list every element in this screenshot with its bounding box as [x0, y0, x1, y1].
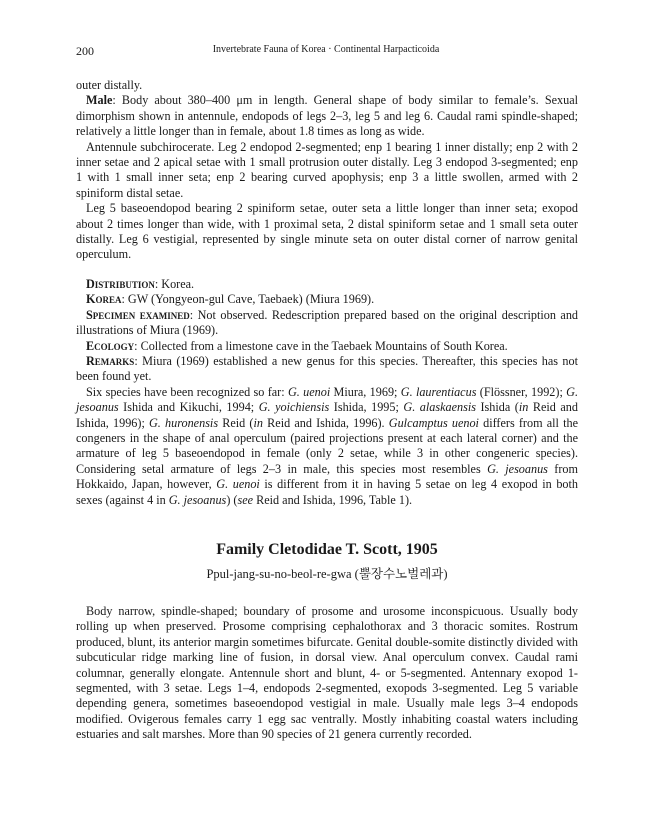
text-run: is different from it in having 5 setae on leg 4 exopod in both sexes (against 4 in: [76, 477, 578, 507]
page-number: 200: [76, 44, 94, 58]
family-description: [76, 604, 578, 743]
ecology-paragraph: [76, 339, 578, 354]
text-run: Reid (: [218, 415, 254, 430]
male-paragraph: [76, 93, 578, 139]
korea-paragraph: [76, 292, 578, 307]
species-name: G. huronensis: [149, 415, 219, 430]
remarks-label: Remarks: [86, 353, 135, 368]
text-run: Miura, 1969;: [330, 384, 401, 399]
continued-text: outer distally.: [76, 78, 143, 92]
distribution-paragraph: [76, 277, 578, 292]
species-name: G. laurentiacus: [400, 384, 477, 399]
text-run: (Flössner, 1992);: [476, 384, 567, 399]
section-spacer: [76, 263, 578, 277]
species-name: Gulcamptus uenoi: [388, 415, 479, 430]
species-name: G. alaskaensis: [403, 400, 476, 415]
species-name: G. jesoanus: [168, 492, 227, 507]
text-run: Reid and Ishida, 1996);: [76, 400, 578, 430]
specimen-label: Specimen examined: [86, 307, 190, 322]
text-run: Reid and Ishida, 1996).: [262, 415, 389, 430]
text-run: Ishida, 1995;: [329, 400, 404, 415]
species-name: G. jesoanus: [487, 461, 548, 476]
ecology-label: Ecology: [86, 338, 135, 353]
family-title: Family Cletodidae T. Scott, 1905: [216, 541, 438, 558]
leg5-paragraph: Leg 5 baseoendopod bearing 2 spiniform setae, outer seta a little longer than inner seta; exopod about 2 times longer than wide, with 1 proximal seta, 2 distal spiniform setae and 1 small seta outer distally. Leg 6 vestigial, represented by single minute seta on outer distal corner of narrow genital operculum.: [76, 201, 578, 262]
family-heading: [76, 540, 578, 583]
citation-in: in: [253, 415, 263, 430]
text-run: Ishida and Kikuchi, 1994;: [118, 400, 259, 415]
text-run: ) (: [226, 492, 238, 507]
text-run: from Hokkaido, Japan, however,: [76, 461, 578, 492]
species-name: G. yoichiensis: [258, 400, 330, 415]
distribution-label: Distribution: [86, 276, 155, 291]
remarks-paragraph: [76, 354, 578, 385]
species-comparison-paragraph: [76, 385, 578, 508]
species-name: G. jesoanus: [76, 384, 579, 415]
ecology-text: : Collected from a limestone cave in the Taebaek Mountains of South Korea.: [134, 338, 508, 353]
text-run: Six species have been recognized so far:: [86, 384, 288, 399]
distribution-text: : Korea.: [154, 276, 195, 291]
species-description: [76, 78, 578, 508]
family-korean-name: Ppul-jang-su-no-beol-re-gwa (뿔장수노벌레과): [206, 567, 448, 581]
male-text: : Body about 380–400 μm in length. General shape of body similar to female’s. Sexual dimorphism shown in antennule, endopods of legs 2–3, leg 5 and leg 6. Caudal rami spindle-shaped; relatively a little longer than in female, about 1.8 times as long as wide.: [76, 93, 578, 139]
family-description-paragraph: Body narrow, spindle-shaped; boundary of prosome and urosome inconspicuous. Usually body rolling up when preserved. Prosome comprising cephalothorax and 3 thoracic somites. Rostrum produced, blunt, its anterior margin sometimes bifurcate. Genital double-somite distinctly divided with subcuticular ridge marking line of fusion, in dorsal view. Anal operculum convex. Caudal rami columnar, generally elongate. Antennule short and blunt, 4- or 5-segmented. Antennary exopod 1-segmented, with 3 setae. Legs 1–4, endopods 2-segmented, exopods 3-segmented. Leg 5 variable depending genera, sometimes baseoendopod vestigial in male. Usually male legs 3–4 endopods modified. Ovigerous females carry 1 egg sac ventrally. Mostly inhabiting coastal waters including estuaries and salt marshes. More than 90 species of 21 genera currently recorded.: [76, 604, 578, 742]
running-title: Invertebrate Fauna of Korea · Continental Harpacticoida: [212, 44, 440, 55]
page-header: [76, 44, 576, 60]
remarks-text: : Miura (1969) established a new genus for this species. Thereafter, this species has not been found yet.: [76, 353, 578, 384]
text-run: differs from all the congeners in the shape of anal operculum (paired projections present at each lateral corner) and the armature of leg 5 baseoendopod in female (only 2 setae, while 3 in other congeneric species). Considering setal armature of legs 2–3 in male, this species most resembles: [76, 415, 578, 476]
citation-in: in: [518, 400, 529, 415]
text-run: Ishida (: [475, 400, 519, 415]
antennule-paragraph: Antennule subchirocerate. Leg 2 endopod 2-segmented; enp 1 bearing 1 inner distally; enp 2 with 2 inner setae and 2 apical setae with 1 small protrusion outer distally. Leg 3 endopod 3-segmented; enp 1 with 1 small inner seta; enp 2 bearing curved apophysis; enp 3 a little swollen, armed with 2 spiniform distal setae.: [76, 139, 578, 200]
species-name: G. uenoi: [216, 477, 260, 492]
korea-label: Korea: [86, 292, 122, 307]
specimen-paragraph: [76, 308, 578, 339]
korea-text: : GW (Yongyeon-gul Cave, Taebaek) (Miura 1969).: [121, 292, 375, 307]
male-label: Male: [86, 93, 113, 108]
text-run: Reid and Ishida, 1996, Table 1).: [253, 492, 413, 507]
specimen-text: : Not observed. Redescription prepared based on the original description and illustrations of Miura (1969).: [76, 307, 579, 338]
citation-see: see: [237, 492, 254, 507]
species-name: G. uenoi: [287, 384, 331, 399]
